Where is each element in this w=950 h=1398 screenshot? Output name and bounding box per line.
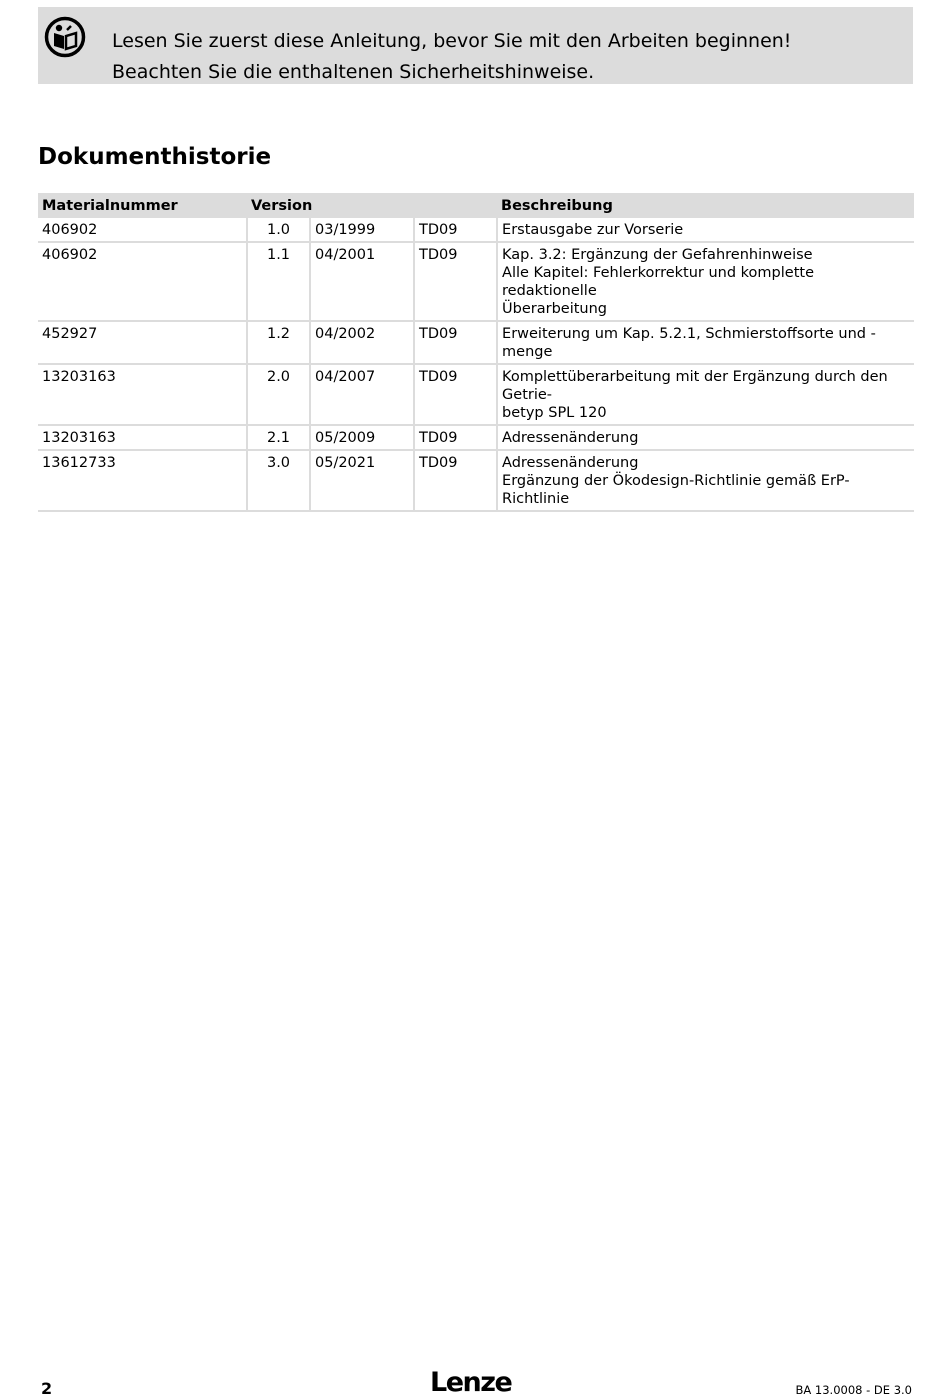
cell-version: 1.0 xyxy=(247,218,310,242)
table-row xyxy=(38,364,914,425)
cell-version: 1.1 xyxy=(247,242,310,321)
safety-notice-box xyxy=(38,7,913,84)
table-body xyxy=(38,218,914,511)
cell-description xyxy=(497,218,914,242)
cell-code: TD09 xyxy=(414,218,497,242)
cell-code: TD09 xyxy=(414,450,497,511)
table-row xyxy=(38,218,914,242)
cell-material: 406902 xyxy=(38,218,247,242)
cell-description xyxy=(497,364,914,425)
table-row xyxy=(38,242,914,321)
cell-version: 3.0 xyxy=(247,450,310,511)
description-line: betyp SPL 120 xyxy=(502,405,607,421)
cell-date: 05/2009 xyxy=(310,425,414,450)
cell-date: 03/1999 xyxy=(310,218,414,242)
notice-line-1: Lesen Sie zuerst diese Anleitung, bevor Sie mit den Arbeiten beginnen! xyxy=(112,30,792,52)
description-line: Komplettüberarbeitung mit der Ergänzung durch den Getrie- xyxy=(502,369,888,403)
table-row xyxy=(38,450,914,511)
table-row xyxy=(38,425,914,450)
section-title: Dokumenthistorie xyxy=(38,144,272,170)
notice-text xyxy=(112,26,791,88)
cell-description xyxy=(497,242,914,321)
cell-description xyxy=(497,321,914,364)
description-line: Erstausgabe zur Vorserie xyxy=(502,222,684,238)
cell-date: 04/2002 xyxy=(310,321,414,364)
document-reference: BA 13.0008 - DE 3.0 xyxy=(795,1383,912,1397)
lenze-logo: Lenze xyxy=(430,1367,512,1398)
cell-code: TD09 xyxy=(414,425,497,450)
cell-version: 2.0 xyxy=(247,364,310,425)
cell-date: 05/2021 xyxy=(310,450,414,511)
cell-description xyxy=(497,450,914,511)
table-header-row xyxy=(38,193,914,218)
header-material: Materialnummer xyxy=(38,193,247,218)
read-manual-icon xyxy=(44,16,86,58)
cell-material: 406902 xyxy=(38,242,247,321)
page-number: 2 xyxy=(41,1379,53,1398)
cell-version: 2.1 xyxy=(247,425,310,450)
cell-code: TD09 xyxy=(414,242,497,321)
description-line: Überarbeitung xyxy=(502,301,608,317)
header-description: Beschreibung xyxy=(497,193,914,218)
cell-version: 1.2 xyxy=(247,321,310,364)
description-line: Adressenänderung xyxy=(502,455,639,471)
cell-code: TD09 xyxy=(414,321,497,364)
cell-material: 13203163 xyxy=(38,425,247,450)
document-history-table xyxy=(38,193,914,512)
cell-description xyxy=(497,425,914,450)
header-version: Version xyxy=(247,193,497,218)
cell-material: 452927 xyxy=(38,321,247,364)
cell-date: 04/2001 xyxy=(310,242,414,321)
notice-line-2: Beachten Sie die enthaltenen Sicherheitshinweise. xyxy=(112,61,595,83)
description-line: Erweiterung um Kap. 5.2.1, Schmierstoffsorte und -menge xyxy=(502,326,876,360)
cell-material: 13612733 xyxy=(38,450,247,511)
description-line: Adressenänderung xyxy=(502,430,639,446)
cell-material: 13203163 xyxy=(38,364,247,425)
description-line: Alle Kapitel: Fehlerkorrektur und komplette redaktionelle xyxy=(502,265,814,299)
cell-date: 04/2007 xyxy=(310,364,414,425)
table-row xyxy=(38,321,914,364)
description-line: Kap. 3.2: Ergänzung der Gefahrenhinweise xyxy=(502,247,813,263)
description-line: Ergänzung der Ökodesign-Richtlinie gemäß ErP-Richtlinie xyxy=(502,473,850,507)
cell-code: TD09 xyxy=(414,364,497,425)
